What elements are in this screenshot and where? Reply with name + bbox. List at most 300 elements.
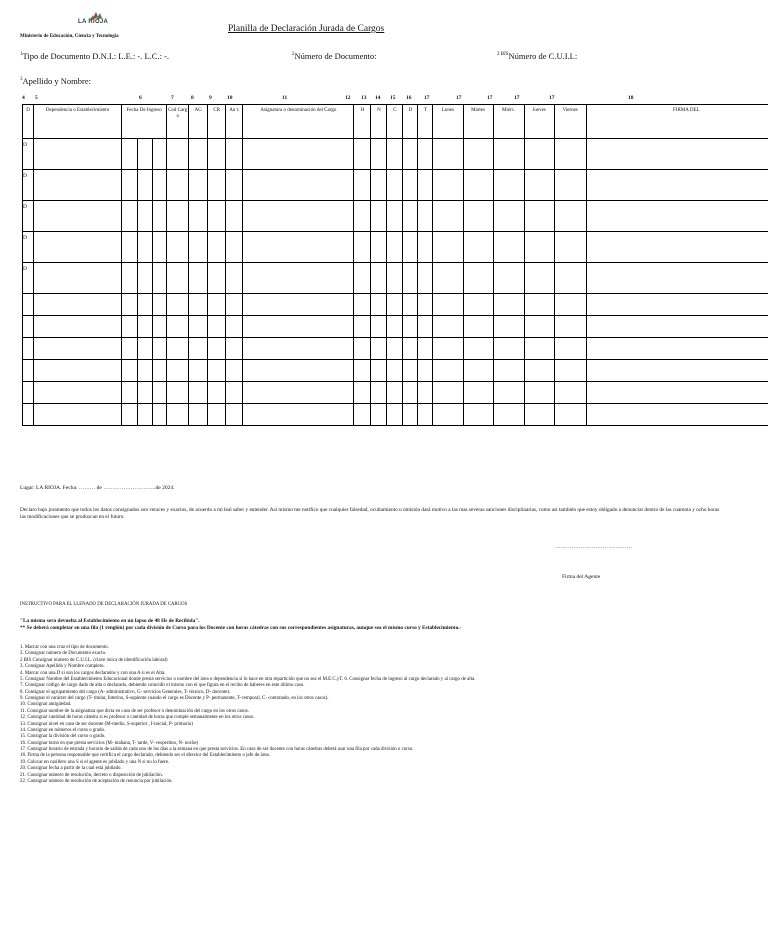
table-cell[interactable]	[189, 338, 208, 360]
table-cell[interactable]	[433, 404, 463, 426]
table-cell[interactable]	[387, 316, 403, 338]
table-cell[interactable]	[354, 201, 371, 232]
instruction-item: 5. Consignar Nombre del Establecimiento Educacional donde presta servicios o nombre del área o dependencia si lo hace en otra repartición que no sea el M.E.C.yT. 6. Consignar fecha de ingreso al cargo declarado y al cargo de alta.	[20, 676, 476, 682]
column-number: 16	[406, 95, 412, 101]
instructions-notes	[20, 618, 740, 632]
table-cell[interactable]	[433, 338, 463, 360]
table-cell[interactable]	[418, 316, 433, 338]
table-cell[interactable]	[524, 338, 554, 360]
table-cell[interactable]	[122, 139, 138, 170]
table-cell[interactable]	[153, 294, 167, 316]
table-cell[interactable]	[524, 170, 554, 201]
column-number: 17	[514, 95, 520, 101]
table-cell[interactable]	[418, 382, 433, 404]
table-cell[interactable]	[138, 360, 153, 382]
table-cell[interactable]	[554, 316, 586, 338]
table-cell[interactable]	[586, 170, 768, 201]
table-cell[interactable]	[189, 316, 208, 338]
table-cell[interactable]	[243, 382, 354, 404]
table-cell[interactable]	[524, 316, 554, 338]
table-cell[interactable]	[138, 316, 153, 338]
table-cell[interactable]	[554, 360, 586, 382]
table-cell[interactable]	[167, 360, 189, 382]
header-c: C	[387, 105, 403, 139]
table-cell[interactable]	[554, 404, 586, 426]
table-cell[interactable]	[354, 360, 371, 382]
table-cell[interactable]	[433, 382, 463, 404]
instruction-item: 2. Consignar número de Documento exacto.	[20, 651, 107, 657]
table-cell[interactable]	[243, 263, 354, 294]
table-cell[interactable]	[554, 338, 586, 360]
table-cell[interactable]	[208, 139, 226, 170]
table-cell[interactable]	[403, 201, 418, 232]
table-cell[interactable]	[189, 360, 208, 382]
table-cell[interactable]	[34, 294, 122, 316]
table-cell[interactable]	[433, 316, 463, 338]
table-cell[interactable]	[418, 201, 433, 232]
table-cell[interactable]	[493, 170, 524, 201]
table-cell[interactable]	[418, 232, 433, 263]
table-cell[interactable]	[189, 294, 208, 316]
table-cell[interactable]	[243, 404, 354, 426]
instruction-item: 1. Marcar con una cruz el tipo de documento.	[20, 645, 109, 650]
numero-documento-label: Número de Documento:	[294, 51, 377, 61]
table-cell[interactable]	[167, 232, 189, 263]
table-cell[interactable]	[493, 294, 524, 316]
lugar-fecha: Lugar: LA RIOJA. Fecha: ……… de ………………………..de 2024.	[20, 485, 175, 491]
table-cell[interactable]	[371, 294, 387, 316]
table-cell[interactable]	[371, 404, 387, 426]
header-lunes: Lunes	[433, 105, 463, 139]
table-cell[interactable]	[208, 294, 226, 316]
row-mark-cell[interactable]	[23, 338, 34, 360]
table-cell[interactable]	[554, 201, 586, 232]
table-cell[interactable]	[189, 170, 208, 201]
instruction-item: 10. Consignar antigüedad.	[20, 702, 72, 708]
table-row	[23, 404, 768, 426]
table-cell[interactable]	[226, 382, 243, 404]
table-cell[interactable]	[586, 382, 768, 404]
apellido-number: 3	[20, 77, 23, 83]
table-cell[interactable]	[167, 316, 189, 338]
row-mark-cell[interactable]: D	[23, 232, 34, 263]
table-cell[interactable]	[493, 360, 524, 382]
table-cell[interactable]	[34, 382, 122, 404]
table-cell[interactable]	[243, 338, 354, 360]
table-cell[interactable]	[208, 170, 226, 201]
instructions-title: INSTRUCTIVO PARA EL LLENADO DE DECLARACIÓN JURADA DE CARGOS	[20, 602, 188, 607]
column-number: 17	[487, 95, 493, 101]
table-cell[interactable]	[138, 338, 153, 360]
table-cell[interactable]	[554, 294, 586, 316]
table-cell[interactable]	[34, 139, 122, 170]
table-cell[interactable]	[554, 139, 586, 170]
table-cell[interactable]	[493, 139, 524, 170]
instruction-item: 14. Consignar en números el curso o grado.	[20, 727, 106, 733]
table-cell[interactable]	[243, 294, 354, 316]
table-cell[interactable]	[189, 232, 208, 263]
table-cell[interactable]	[463, 201, 493, 232]
table-cell[interactable]	[418, 139, 433, 170]
table-cell[interactable]	[34, 170, 122, 201]
table-cell[interactable]	[138, 139, 153, 170]
table-cell[interactable]	[122, 232, 138, 263]
row-mark-cell[interactable]: D	[23, 263, 34, 294]
table-cell[interactable]	[586, 232, 768, 263]
header-miercoles: Miérc.	[493, 105, 524, 139]
table-cell[interactable]	[463, 316, 493, 338]
table-cell[interactable]	[463, 382, 493, 404]
table-cell[interactable]	[387, 232, 403, 263]
table-cell[interactable]	[354, 139, 371, 170]
table-cell[interactable]	[122, 263, 138, 294]
row-mark-cell[interactable]	[23, 316, 34, 338]
table-cell[interactable]	[167, 404, 189, 426]
table-cell[interactable]	[208, 338, 226, 360]
table-cell[interactable]	[122, 170, 138, 201]
table-cell[interactable]	[167, 338, 189, 360]
table-cell[interactable]	[243, 170, 354, 201]
table-cell[interactable]	[403, 170, 418, 201]
column-number: 17	[456, 95, 462, 101]
table-cell[interactable]	[418, 404, 433, 426]
declaration-table	[22, 104, 768, 426]
table-cell[interactable]	[493, 338, 524, 360]
table-cell[interactable]	[433, 360, 463, 382]
instructions-note-1: "La misma sera devuelta al Establecimiento en un lapso de 48 Hs de Recibida".	[20, 618, 200, 624]
header-viernes: Viernes	[554, 105, 586, 139]
table-cell[interactable]	[34, 338, 122, 360]
table-cell[interactable]	[493, 201, 524, 232]
table-cell[interactable]	[586, 139, 768, 170]
table-cell[interactable]	[371, 338, 387, 360]
table-cell[interactable]	[403, 382, 418, 404]
column-number: 15	[390, 95, 396, 101]
instruction-item: 19. Colocar en casillero una S si el agente es jubilado y una N si no lo fuere.	[20, 759, 170, 765]
table-cell[interactable]	[243, 316, 354, 338]
table-cell[interactable]	[493, 316, 524, 338]
table-cell[interactable]	[403, 404, 418, 426]
table-cell[interactable]	[586, 316, 768, 338]
table-cell[interactable]	[34, 201, 122, 232]
table-cell[interactable]	[403, 232, 418, 263]
table-cell[interactable]	[138, 404, 153, 426]
table-cell[interactable]	[153, 382, 167, 404]
table-cell[interactable]	[354, 170, 371, 201]
table-cell[interactable]	[354, 316, 371, 338]
row-mark-cell[interactable]: D	[23, 139, 34, 170]
table-cell[interactable]	[433, 170, 463, 201]
header-cod-cargo: Cod Carg o	[167, 105, 189, 139]
table-cell[interactable]	[34, 360, 122, 382]
table-cell[interactable]	[524, 360, 554, 382]
table-cell[interactable]	[208, 404, 226, 426]
table-cell[interactable]	[371, 201, 387, 232]
table-cell[interactable]	[208, 360, 226, 382]
table-cell[interactable]	[153, 201, 167, 232]
header-martes: Martes	[463, 105, 493, 139]
table-cell[interactable]	[524, 139, 554, 170]
table-cell[interactable]	[387, 294, 403, 316]
table-cell[interactable]	[243, 139, 354, 170]
column-number: 10	[227, 95, 233, 101]
table-cell[interactable]	[554, 170, 586, 201]
table-cell[interactable]	[403, 360, 418, 382]
table-cell[interactable]	[387, 139, 403, 170]
table-cell[interactable]	[167, 170, 189, 201]
header-cr: CR	[208, 105, 226, 139]
table-cell[interactable]	[524, 382, 554, 404]
table-cell[interactable]	[403, 338, 418, 360]
table-body	[23, 139, 768, 426]
table-cell[interactable]	[354, 294, 371, 316]
table-cell[interactable]	[122, 316, 138, 338]
table-cell[interactable]	[34, 232, 122, 263]
table-cell[interactable]	[153, 404, 167, 426]
table-row	[23, 170, 768, 201]
header-antiguedad: An t.	[226, 105, 243, 139]
tipo-documento-field[interactable]	[20, 51, 169, 61]
table-cell[interactable]	[138, 382, 153, 404]
table-cell[interactable]	[153, 139, 167, 170]
table-cell[interactable]	[138, 201, 153, 232]
table-cell[interactable]	[554, 382, 586, 404]
table-cell[interactable]	[371, 139, 387, 170]
table-cell[interactable]	[167, 139, 189, 170]
table-cell[interactable]	[122, 294, 138, 316]
table-cell[interactable]	[122, 404, 138, 426]
header-h: H	[354, 105, 371, 139]
table-cell[interactable]	[226, 139, 243, 170]
table-cell[interactable]	[403, 294, 418, 316]
tipo-documento-number: 1	[20, 52, 23, 58]
table-cell[interactable]	[208, 232, 226, 263]
column-number: 17	[424, 95, 430, 101]
table-cell[interactable]	[34, 316, 122, 338]
table-cell[interactable]	[226, 316, 243, 338]
row-mark-cell[interactable]	[23, 360, 34, 382]
table-cell[interactable]	[371, 263, 387, 294]
table-cell[interactable]	[387, 338, 403, 360]
table-cell[interactable]	[226, 232, 243, 263]
instructions-list	[20, 645, 580, 785]
table-cell[interactable]	[122, 201, 138, 232]
table-cell[interactable]	[153, 316, 167, 338]
table-cell[interactable]	[34, 404, 122, 426]
column-number: 7	[171, 95, 174, 101]
table-cell[interactable]	[208, 263, 226, 294]
signature-line[interactable]: ……………………………………	[555, 544, 632, 550]
table-cell[interactable]	[554, 232, 586, 263]
table-row	[23, 263, 768, 294]
table-cell[interactable]	[208, 316, 226, 338]
table-cell[interactable]	[153, 232, 167, 263]
table-cell[interactable]	[167, 263, 189, 294]
table-cell[interactable]	[226, 294, 243, 316]
row-mark-cell[interactable]	[23, 294, 34, 316]
table-cell[interactable]	[586, 404, 768, 426]
table-cell[interactable]	[208, 382, 226, 404]
table-cell[interactable]	[243, 232, 354, 263]
table-cell[interactable]	[524, 201, 554, 232]
declaration-text: Declaro bajo juramento que todos los datos consignados son veraces y exactos, de acuerdo a mi leal saber y entender. Así mismo me notifico que cualquier falsedad, ocultamiento u omisión dará motivo a las mas severas sanciones disciplinarias, como así también que estoy obligado a denunciar dentro de las cuarenta y ocho horas las modificaciones que se produzcan en el futuro.	[20, 507, 720, 521]
table-cell[interactable]	[418, 294, 433, 316]
table-cell[interactable]	[354, 263, 371, 294]
table-cell[interactable]	[226, 404, 243, 426]
instruction-item: 3. Consignar Apellido y Nombre completo.	[20, 664, 105, 670]
table-cell[interactable]	[387, 382, 403, 404]
column-number: 14	[375, 95, 381, 101]
row-mark-cell[interactable]	[23, 382, 34, 404]
table-cell[interactable]	[524, 404, 554, 426]
instruction-item: 2 BIS Consignar número de C.U.I.L. (clave única de identificación laboral)	[20, 657, 168, 663]
row-mark-cell[interactable]: D	[23, 201, 34, 232]
cuil-label: Número de C.U.I.L:	[508, 51, 578, 61]
table-cell[interactable]	[433, 263, 463, 294]
table-cell[interactable]	[122, 382, 138, 404]
table-cell[interactable]	[153, 263, 167, 294]
row-mark-cell[interactable]: D	[23, 170, 34, 201]
table-cell[interactable]	[138, 294, 153, 316]
table-cell[interactable]	[122, 360, 138, 382]
table-cell[interactable]	[403, 316, 418, 338]
table-cell[interactable]	[387, 170, 403, 201]
table-cell[interactable]	[226, 338, 243, 360]
table-cell[interactable]	[226, 360, 243, 382]
table-cell[interactable]	[138, 232, 153, 263]
table-cell[interactable]	[189, 404, 208, 426]
table-cell[interactable]	[493, 232, 524, 263]
table-cell[interactable]	[524, 232, 554, 263]
header-n: N	[371, 105, 387, 139]
table-cell[interactable]	[586, 294, 768, 316]
table-cell[interactable]	[243, 201, 354, 232]
table-cell[interactable]	[243, 360, 354, 382]
instruction-item: 16. Consignar turno en que presta servicios (M- mañana, T- tarde, V- vespertino, N- noche)	[20, 740, 199, 746]
table-cell[interactable]	[554, 263, 586, 294]
table-cell[interactable]	[463, 232, 493, 263]
instruction-item: 11. Consignar nombre de la asignatura que dicta en caso de ser profesor o denominación del cargo en los otros casos.	[20, 708, 249, 714]
instruction-item: 15. Consignar la división del curso o grado.	[20, 734, 106, 740]
table-cell[interactable]	[226, 201, 243, 232]
table-cell[interactable]	[138, 263, 153, 294]
instruction-item: 4. Marcar con una D si son los cargos declarados y con una A si es el Alta.	[20, 670, 166, 676]
table-cell[interactable]	[371, 232, 387, 263]
table-cell[interactable]	[167, 294, 189, 316]
table-cell[interactable]	[463, 360, 493, 382]
table-cell[interactable]	[524, 294, 554, 316]
table-cell[interactable]	[34, 263, 122, 294]
table-cell[interactable]	[418, 360, 433, 382]
table-cell[interactable]	[189, 382, 208, 404]
table-cell[interactable]	[463, 170, 493, 201]
table-row	[23, 294, 768, 316]
table-row	[23, 201, 768, 232]
column-number: 11	[282, 95, 288, 101]
table-cell[interactable]	[493, 263, 524, 294]
table-cell[interactable]	[463, 139, 493, 170]
table-cell[interactable]	[524, 263, 554, 294]
table-cell[interactable]	[354, 404, 371, 426]
table-cell[interactable]	[433, 139, 463, 170]
table-cell[interactable]	[403, 139, 418, 170]
table-cell[interactable]	[493, 382, 524, 404]
column-number: 8	[191, 95, 194, 101]
table-cell[interactable]	[226, 263, 243, 294]
column-number: 4	[22, 95, 25, 101]
table-cell[interactable]	[586, 201, 768, 232]
table-cell[interactable]	[387, 201, 403, 232]
table-cell[interactable]	[167, 382, 189, 404]
table-cell[interactable]	[387, 360, 403, 382]
cuil-field[interactable]	[497, 51, 577, 61]
table-row	[23, 382, 768, 404]
table-row	[23, 338, 768, 360]
table-cell[interactable]	[418, 263, 433, 294]
table-cell[interactable]	[122, 338, 138, 360]
table-cell[interactable]	[371, 170, 387, 201]
table-cell[interactable]	[418, 170, 433, 201]
table-cell[interactable]	[371, 360, 387, 382]
table-cell[interactable]	[433, 201, 463, 232]
table-cell[interactable]	[387, 404, 403, 426]
table-cell[interactable]	[138, 170, 153, 201]
logo-text: LA RIOJA	[78, 19, 109, 25]
table-cell[interactable]	[463, 338, 493, 360]
table-cell[interactable]	[354, 382, 371, 404]
cuil-number: 2 BIS	[497, 52, 509, 58]
instruction-item: 8. Consignar el agrupamiento del cargo (A- administrativo, G- servicios Generales, T- técnico, D- docente).	[20, 689, 231, 695]
page-title: Planilla de Declaración Jurada de Cargos	[228, 24, 385, 34]
apellido-field[interactable]	[20, 76, 91, 86]
table-cell[interactable]	[189, 263, 208, 294]
numero-documento-field[interactable]	[292, 51, 377, 61]
header-fecha-ingreso: Fecha De Ingreso	[122, 105, 167, 139]
row-mark-cell[interactable]	[23, 404, 34, 426]
instruction-item: 17. Consignar horario de entrada y horario de salida de cada uno de los días a la semana en que presta servicios. En caso de ser docente con horas cátedras deberá usar una fila por cada división o curso.	[20, 747, 414, 752]
table-cell[interactable]	[463, 294, 493, 316]
table-cell[interactable]	[387, 263, 403, 294]
table-cell[interactable]	[371, 316, 387, 338]
table-cell[interactable]	[586, 360, 768, 382]
table-cell[interactable]	[463, 404, 493, 426]
table-cell[interactable]	[586, 338, 768, 360]
table-cell[interactable]	[463, 263, 493, 294]
table-cell[interactable]	[371, 382, 387, 404]
numero-documento-number: 2	[292, 52, 295, 58]
table-cell[interactable]	[354, 232, 371, 263]
instruction-item: 18. Firma de la persona responsable que certifica el cargo declarado, debiendo ser el director del Establecimiento o jefe de área.	[20, 753, 270, 759]
ministry-name: Ministerio de Educación, Ciencia y Tecnología	[20, 34, 119, 39]
table-cell[interactable]	[418, 338, 433, 360]
table-cell[interactable]	[586, 263, 768, 294]
table-cell[interactable]	[167, 201, 189, 232]
table-cell[interactable]	[153, 338, 167, 360]
table-cell[interactable]	[433, 232, 463, 263]
header-d: D	[23, 105, 34, 139]
table-cell[interactable]	[208, 201, 226, 232]
table-cell[interactable]	[433, 294, 463, 316]
apellido-label: Apellido y Nombre:	[22, 76, 91, 86]
table-cell[interactable]	[189, 201, 208, 232]
table-cell[interactable]	[403, 263, 418, 294]
table-cell[interactable]	[354, 338, 371, 360]
table-cell[interactable]	[153, 360, 167, 382]
table-cell[interactable]	[226, 170, 243, 201]
table-cell[interactable]	[153, 170, 167, 201]
table-cell[interactable]	[189, 139, 208, 170]
table-cell[interactable]	[493, 404, 524, 426]
